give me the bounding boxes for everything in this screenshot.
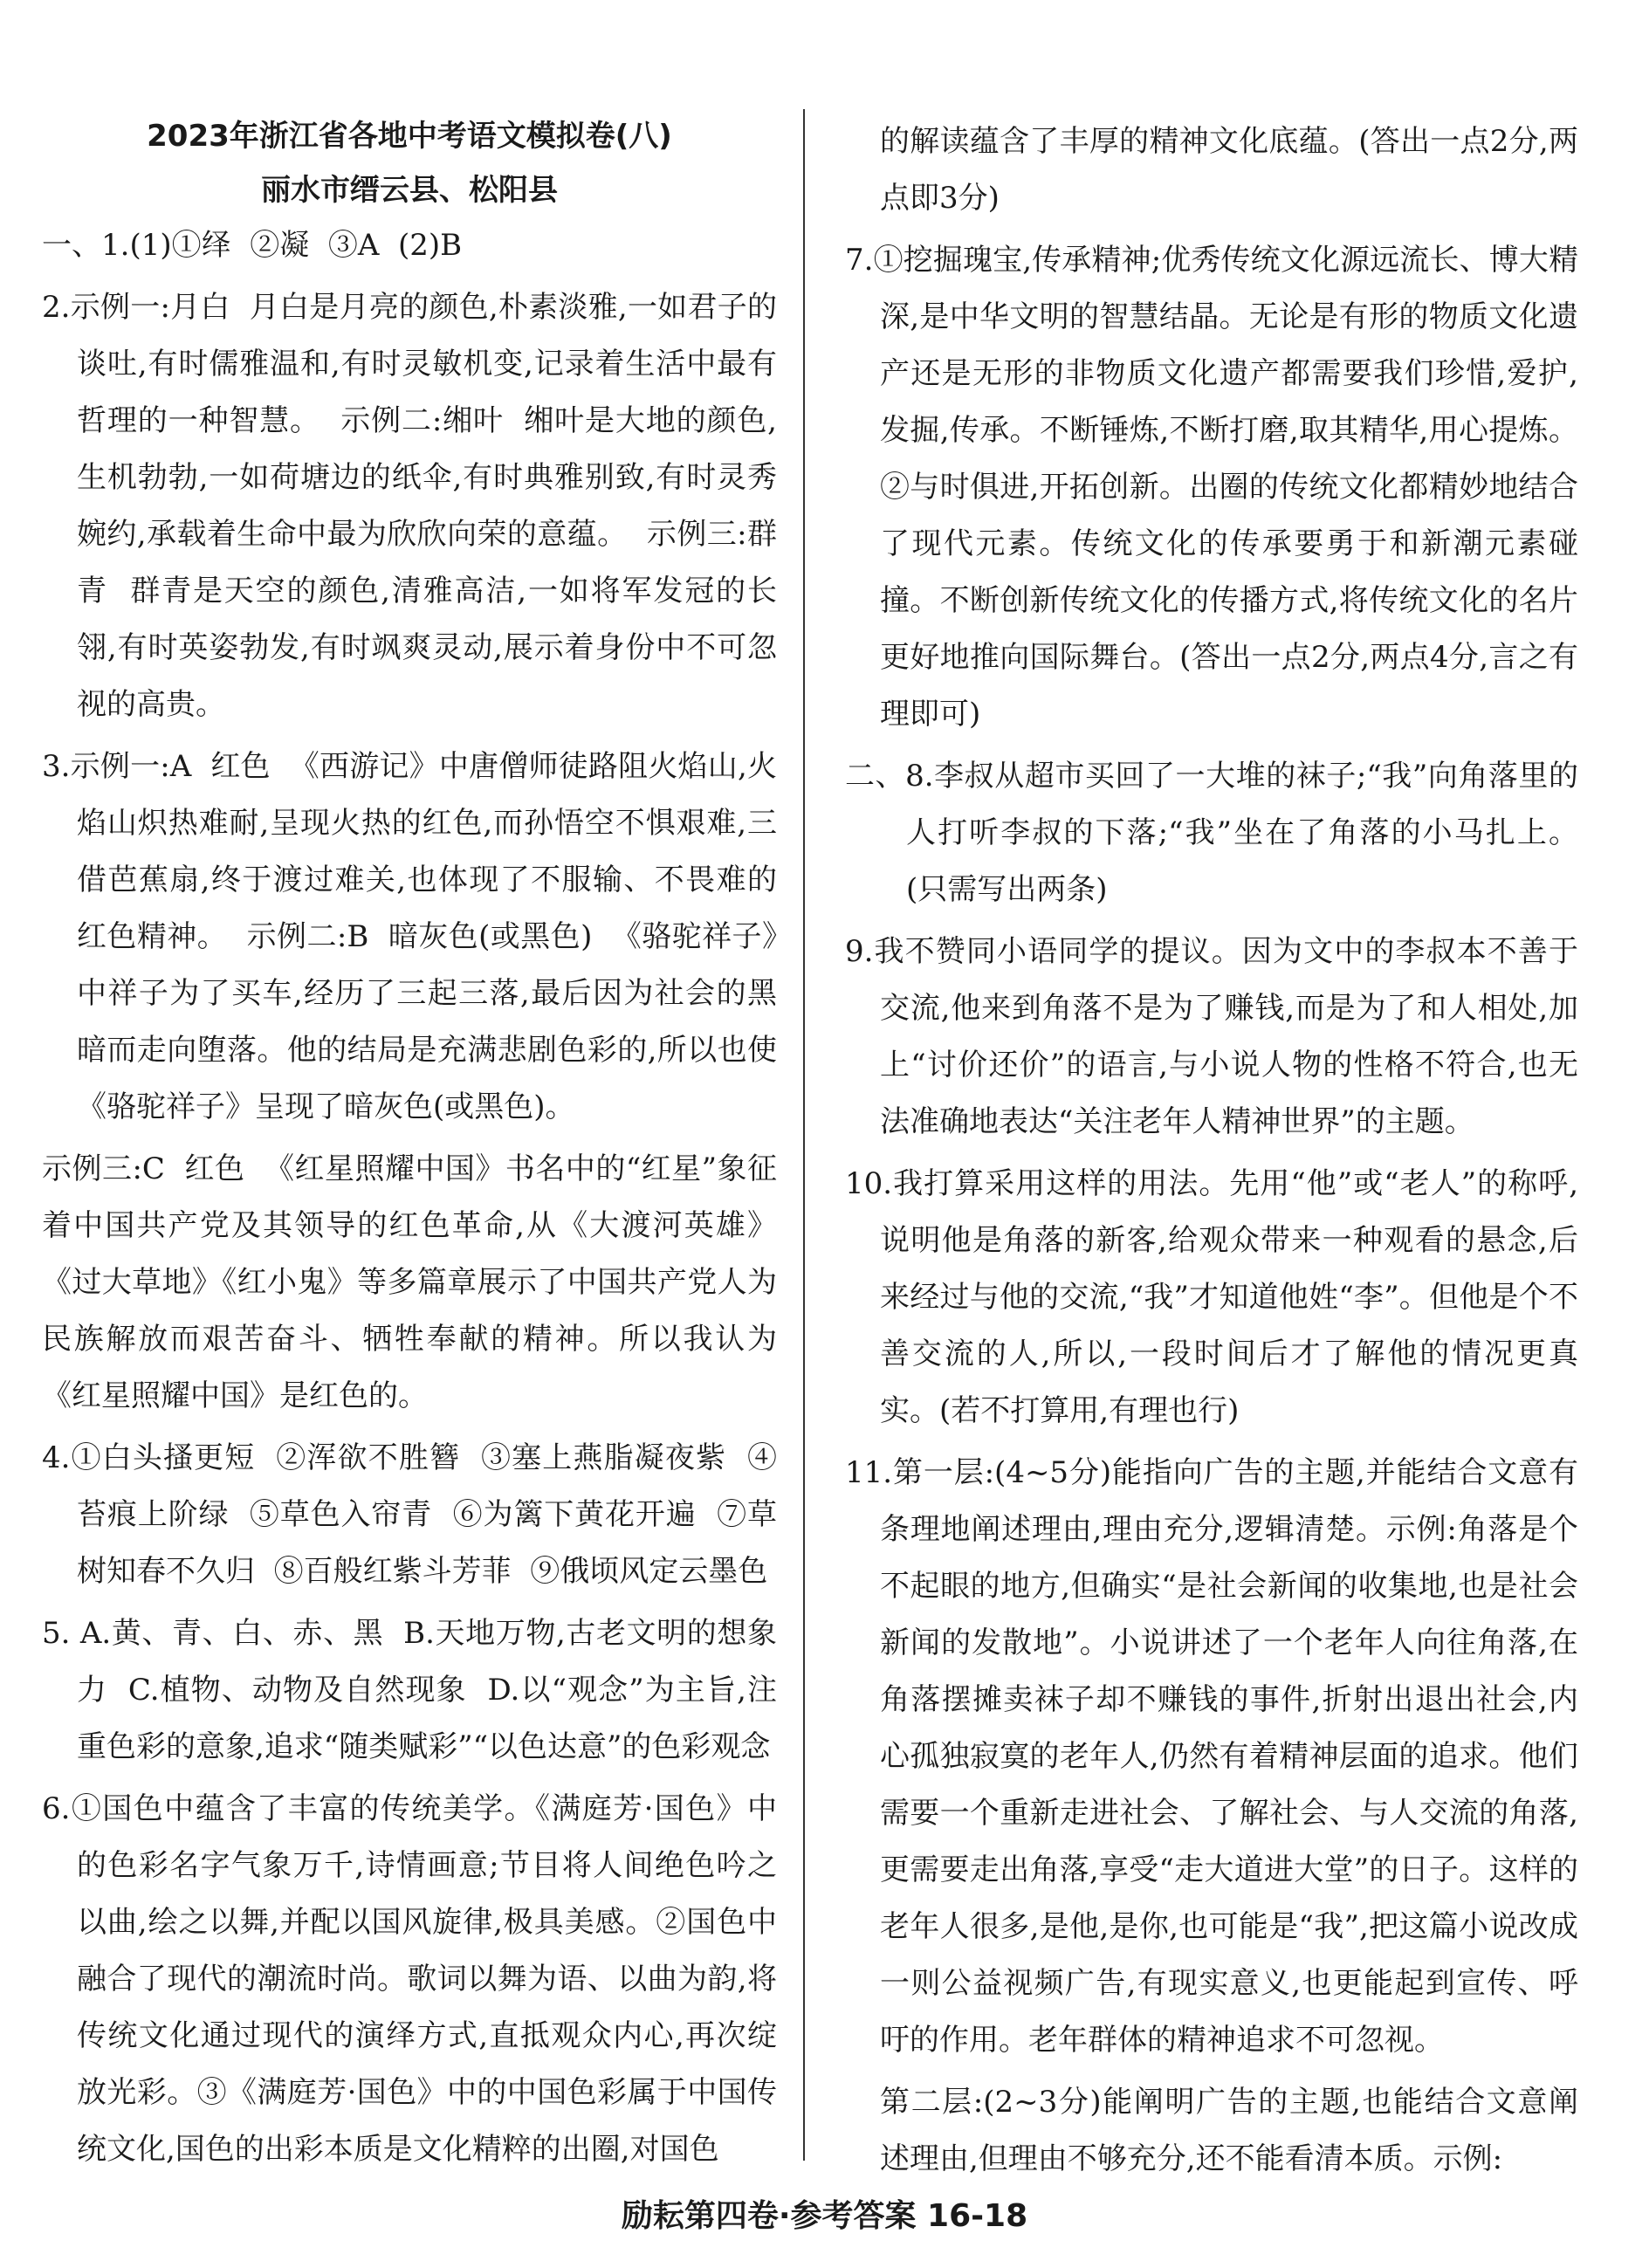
page-subtitle: 丽水市缙云县、松阳县 <box>261 173 558 208</box>
page-footer: 励耘第四卷·参考答案 16-18 <box>621 2198 1028 2234</box>
answer-5: 5. A.黄、青、白、赤、黑 B.天地万物,古老文明的想象力 C.植物、动物及自然现象 D.以“观念”为主旨,注重色彩的意象,追求“随类赋彩”“以色达意”的色彩观念 <box>42 1616 777 1764</box>
answer-11: 11.第一层:(4~5分)能指向广告的主题,并能结合文意有条理地阐述理由,理由充分,逻辑清楚。示例:角落是个不起眼的地方,但确实“是社会新闻的收集地,也是社会新闻的发散地”。小说讲述了一个老年人向往角落,在角落摆摊卖袜子却不赚钱的事件,折射出退出社会,内心孤独寂寞的老年人,仍然有着精神层面的追求。他们需要一个重新走进社会、了解社会、与人交流的角落,更需要走出角落,享受“走大道进大堂”的日子。这样的老年人很多,是他,是你,也可能是“我”,把这篇小说改成一则公益视频广告,有现实意义,也更能起到宣传、呼吁的作用。老年群体的精神追求不可忽视。 <box>845 1455 1578 2058</box>
answer-11-level-2: 第二层:(2~3分)能阐明广告的主题,也能结合文意阐述理由,但理由不够充分,还不能看清本质。示例: <box>880 2085 1578 2176</box>
answer-6: 6.①国色中蕴含了丰富的传统美学。《满庭芳·国色》中的色彩名字气象万千,诗情画意;节目将人间绝色吟之以曲,绘之以舞,并配以国风旋律,极具美感。②国色中融合了现代的潮流时尚。歌词以舞为语、以曲为韵,将传统文化通过现代的演绎方式,直抵观众内心,再次绽放光彩。③《满庭芳·国色》中的中国色彩属于中国传统文化,国色的出彩本质是文化精粹的出圈,对国色 <box>42 1791 777 2167</box>
page-title: 2023年浙江省各地中考语文模拟卷(八) <box>147 119 672 154</box>
answer-7: 7.①挖掘瑰宝,传承精神;优秀传统文化源远流长、博大精深,是中华文明的智慧结晶。无论是有形的物质文化遗产还是无形的非物质文化遗产都需要我们珍惜,爱护,发掘,传承。不断锤炼,不断打磨,取其精华,用心提炼。②与时俱进,开拓创新。出圈的传统文化都精妙地结合了现代元素。传统文化的传承要勇于和新潮元素碰撞。不断创新传统文化的传播方式,将传统文化的名片更好地推向国际舞台。(答出一点2分,两点4分,言之有理即可) <box>845 243 1578 732</box>
answer-10: 10.我打算采用这样的用法。先用“他”或“老人”的称呼,说明他是角落的新客,给观众带来一种观看的悬念,后来经过与他的交流,“我”才知道他姓“李”。但他是个不善交流的人,所以,一段时间后才了解他的情况更真实。(若不打算用,有理也行) <box>845 1166 1578 1428</box>
answer-4: 4.①白头搔更短 ②浑欲不胜簪 ③塞上燕脂凝夜紫 ④苔痕上阶绿 ⑤草色入帘青 ⑥为篱下黄花开遍 ⑦草树知春不久归 ⑧百般红紫斗芳菲 ⑨俄顷风定云墨色 <box>42 1440 777 1589</box>
answer-9: 9.我不赞同小语同学的提议。因为文中的李叔本不善于交流,他来到角落不是为了赚钱,而是为了和人相处,加上“讨价还价”的语言,与小说人物的性格不符合,也无法准确地表达“关注老年人精神世界”的主题。 <box>845 934 1578 1139</box>
answer-2: 2.示例一:月白 月白是月亮的颜色,朴素淡雅,一如君子的谈吐,有时儒雅温和,有时灵敏机变,记录着生活中最有哲理的一种智慧。 示例二:缃叶 缃叶是大地的颜色,生机勃勃,一如荷塘边的纸伞,有时典雅别致,有时灵秀婉约,承载着生命中最为欣欣向荣的意蕴。 示例三:群青 群青是天空的颜色,清雅高洁,一如将军发冠的长翎,有时英姿勃发,有时飒爽灵动,展示着身份中不可忽视的高贵。 <box>42 290 777 722</box>
answer-8: 二、8.李叔从超市买回了一大堆的袜子;“我”向角落里的人打听李叔的下落;“我”坐在了角落的小马扎上。(只需写出两条) <box>845 759 1578 907</box>
answer-1: 一、1.(1)①绎 ②凝 ③A (2)B <box>42 228 463 263</box>
answer-3-example-3: 示例三:C 红色 《红星照耀中国》书名中的“红星”象征着中国共产党及其领导的红色革命,从《大渡河英雄》《过大草地》《红小鬼》等多篇章展示了中国共产党人为民族解放而艰苦奋斗、牺牲奉献的精神。所以我认为《红星照耀中国》是红色的。 <box>42 1151 777 1413</box>
answer-6-continued: 的解读蕴含了丰厚的精神文化底蕴。(答出一点2分,两点即3分) <box>880 124 1578 216</box>
column-divider <box>803 109 805 2161</box>
left-column <box>42 109 777 2183</box>
answer-3: 3.示例一:A 红色 《西游记》中唐僧师徒路阻火焰山,火焰山炽热难耐,呈现火热的红色,而孙悟空不惧艰难,三借芭蕉扇,终于渡过难关,也体现了不服输、不畏难的红色精神。 示例二:B 暗灰色(或黑色) 《骆驼祥子》中祥子为了买车,经历了三起三落,最后因为社会的黑暗而走向堕落。他的结局是充满悲剧色彩的,所以也使《骆驼祥子》呈现了暗灰色(或黑色)。 <box>42 749 777 1124</box>
right-column <box>845 113 1578 2193</box>
